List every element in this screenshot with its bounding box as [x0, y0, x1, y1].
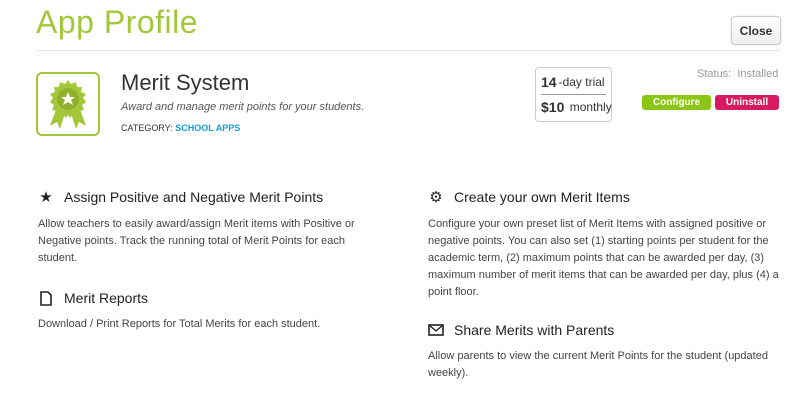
feature-title: Assign Positive and Negative Merit Points [64, 189, 324, 205]
feature-reports [38, 290, 378, 333]
document-icon [38, 291, 54, 306]
page-title: App Profile [36, 4, 199, 40]
trial-days: 14 [541, 74, 557, 90]
feature-title: Share Merits with Parents [454, 322, 615, 338]
app-tagline: Award and manage merit points for your students. [121, 101, 365, 113]
app-name: Merit System [121, 70, 250, 95]
configure-button[interactable]: Configure [642, 95, 711, 110]
uninstall-button[interactable]: Uninstall [715, 95, 779, 110]
feature-share-parents [428, 322, 788, 382]
pricing-box [535, 67, 612, 122]
gear-icon: ⚙ [429, 189, 443, 206]
envelope-icon [428, 324, 444, 336]
price: $10 [541, 99, 565, 115]
divider [36, 50, 779, 51]
trial-text: -day trial [558, 75, 605, 89]
category-link[interactable]: SCHOOL APPS [175, 123, 241, 133]
feature-desc: Allow teachers to easily award/assign Merit items with Positive or Negative points. Track the running total of Merit Points for each student. [38, 218, 355, 264]
star-icon: ★ [39, 189, 53, 206]
feature-desc: Configure your own preset list of Merit Items with assigned positive or negative points. You can also set (1) starting points per student for the academic term, (2) maximum points that can be awarded per day, (3) maximum number of merit items that can be awarded per day, plus (4) a point floor. [428, 218, 779, 298]
category-label: CATEGORY: [121, 123, 173, 133]
award-ribbon-icon [36, 72, 100, 136]
price-period: monthly [569, 100, 612, 114]
feature-desc: Allow parents to view the current Merit Points for the student (updated weekly). [428, 350, 768, 379]
close-button[interactable]: Close [731, 16, 781, 45]
feature-title: Create your own Merit Items [454, 189, 630, 205]
feature-create-items [428, 188, 788, 301]
feature-title: Merit Reports [64, 290, 149, 306]
app-category [121, 123, 240, 133]
feature-desc: Download / Print Reports for Total Merits for each student. [38, 318, 321, 330]
feature-assign-points [38, 188, 378, 267]
install-status: Status: Installed [697, 68, 779, 80]
